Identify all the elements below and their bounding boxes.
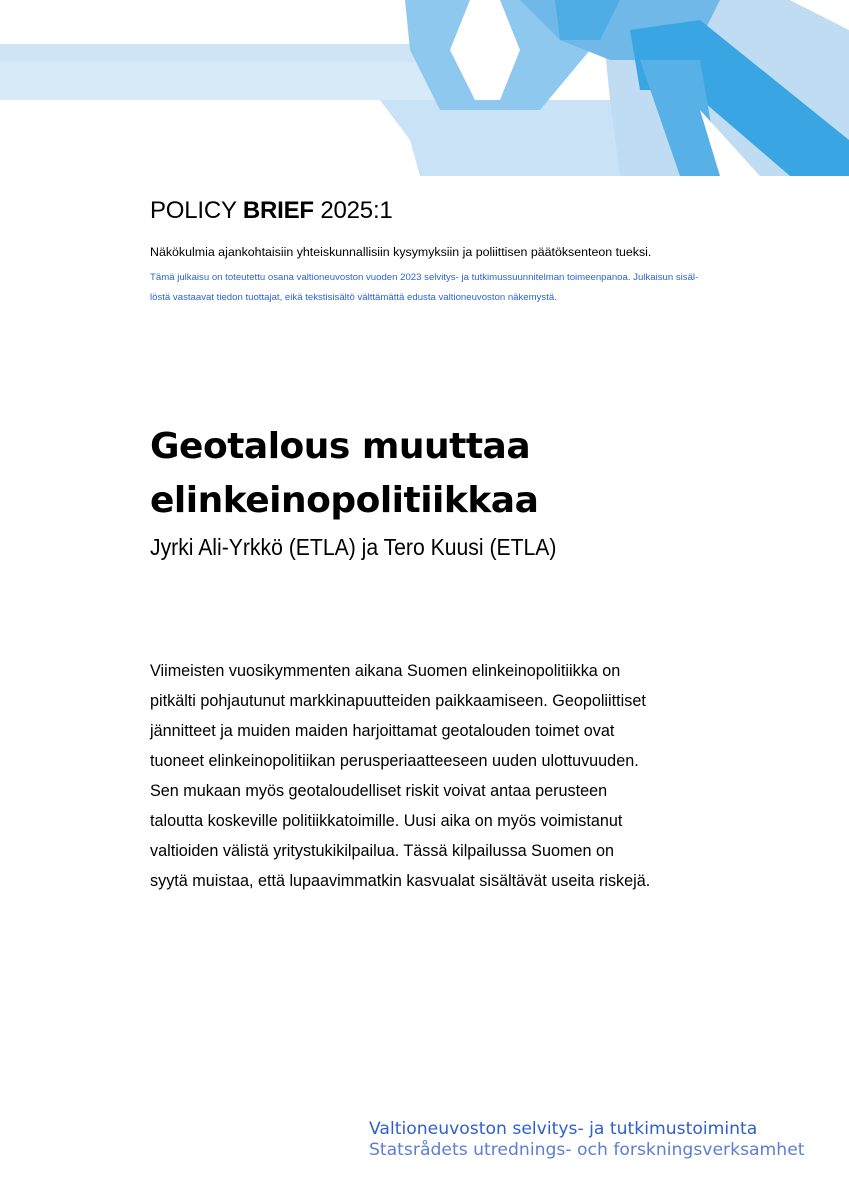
- authors: Jyrki Ali-Yrkkö (ETLA) ja Tero Kuusi (ETLA): [150, 534, 557, 560]
- title-line: elinkeinopolitiikkaa: [150, 480, 539, 521]
- publisher-finnish: Valtioneuvoston selvitys- ja tutkimustoiminta: [369, 1119, 758, 1139]
- series-title: [150, 197, 393, 225]
- page-title: [150, 420, 750, 528]
- abstract-line: Sen mukaan myös geotaloudelliset riskit voivat antaa perusteen: [150, 782, 608, 800]
- title-line: Geotalous muuttaa: [150, 426, 531, 467]
- disclaimer: [150, 268, 710, 308]
- abstract-line: taloutta koskeville politiikkatoimille. Uusi aika on myös voimistanut: [150, 812, 623, 830]
- series-prefix: POLICY: [150, 197, 237, 224]
- abstract: [150, 656, 750, 896]
- abstract-line: Viimeisten vuosikymmenten aikana Suomen elinkeinopolitiikka on: [150, 662, 621, 680]
- disclaimer-line: löstä vastaavat tiedon tuottajat, eikä tekstisisältö välttämättä edusta valtioneuvoston näkemystä.: [150, 292, 557, 303]
- abstract-line: valtioiden välistä yritystukikilpailua. Tässä kilpailussa Suomen on: [150, 842, 614, 860]
- abstract-line: syytä muistaa, että lupaavimmatkin kasvualat sisältävät useita riskejä.: [150, 872, 651, 890]
- banner-light-shape: [380, 100, 640, 176]
- publisher-swedish: Statsrådets utrednings- och forskningsverksamhet: [369, 1140, 805, 1160]
- banner-light-shape-2: [0, 62, 460, 100]
- publisher-footer: [369, 1119, 805, 1161]
- abstract-line: pitkälti pohjautunut markkinapuutteiden paikkaamiseen. Geopoliittiset: [150, 692, 646, 710]
- abstract-line: jännitteet ja muiden maiden harjoittamat geotalouden toimet ovat: [150, 722, 615, 740]
- series-number: 2025:1: [320, 197, 393, 224]
- decorative-banner: [0, 0, 849, 176]
- disclaimer-line: Tämä julkaisu on toteutettu osana valtioneuvoston vuoden 2023 selvitys- ja tutkimussuunnitelman toimeenpanoa. Julkaisun sisäl-: [150, 272, 699, 283]
- banner-light-band: [0, 44, 420, 62]
- series-subtitle: Näkökulmia ajankohtaisiin yhteiskunnallisiin kysymyksiin ja poliittisen päätöksenteon tueksi.: [150, 245, 652, 259]
- abstract-line: tuoneet elinkeinopolitiikan perusperiaatteeseen uuden ulottuvuuden.: [150, 752, 639, 770]
- series-bold: BRIEF: [242, 197, 314, 224]
